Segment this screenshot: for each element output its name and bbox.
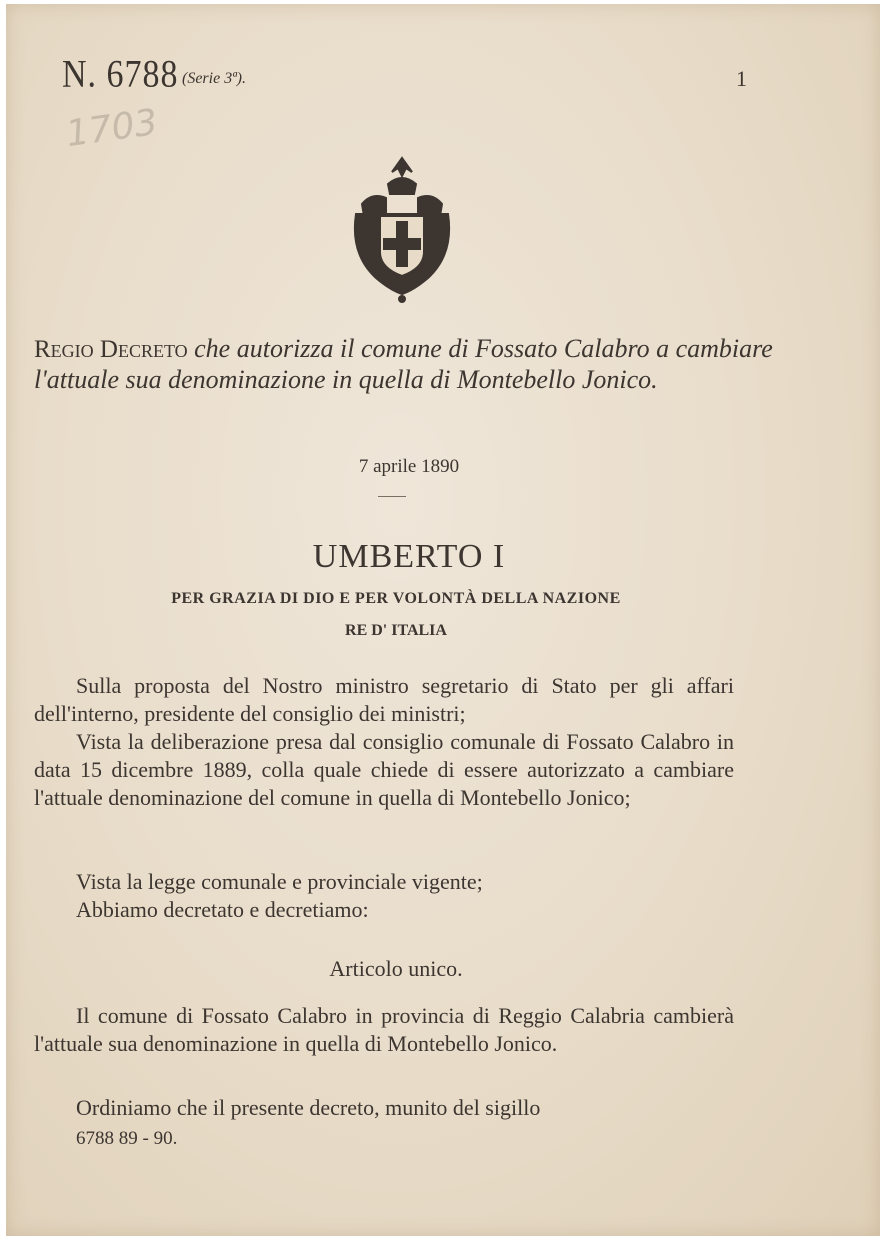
paragraph-deliberation: Vista la deliberazione presa dal consiglio comunale di Fossato Calabro in data 15 dicembre 1889, colla quale chiede di essere autorizzato a cambiare l'attuale denominazione del comune in quella di Montebello Jonico; — [34, 729, 734, 810]
paragraph-order: Ordiniamo che il presente decreto, munito del sigillo — [76, 1095, 541, 1120]
series-label: (Serie 3ª). — [182, 70, 246, 87]
article-heading: Articolo unico. — [329, 956, 463, 981]
decree-title-body: che autorizza il comune di Fossato Calabro a cambiare l'attuale sua denominazione in quella di Montebello Jonico. — [34, 334, 773, 394]
paragraph-law: Vista la legge comunale e provinciale vigente; — [76, 869, 483, 894]
paragraph-proposal: Sulla proposta del Nostro ministro segretario di Stato per gli affari dell'interno, presidente del consiglio dei ministri; — [34, 673, 734, 726]
page-number: 1 — [736, 66, 747, 91]
footer-signature: 6788 89 - 90. — [76, 1128, 178, 1149]
sovereign-name: UMBERTO I — [312, 538, 506, 575]
paragraph-decree-formula: Abbiamo decretato e decretiamo: — [76, 897, 369, 922]
pencil-annotation: 1703 — [63, 101, 161, 156]
decree-date: 7 aprile 1890 — [358, 456, 460, 477]
royal-coat-of-arms-icon — [342, 154, 462, 304]
decree-title-prefix: Regio Decreto — [34, 336, 188, 363]
decree-title — [34, 334, 774, 395]
decree-number: N. 6788 — [62, 53, 179, 96]
divider — [378, 496, 406, 497]
sovereign-grace-line: PER GRAZIA DI DIO E PER VOLONTÀ DELLA NAZIONE — [171, 590, 621, 607]
sovereign-title: RE D' ITALIA — [345, 622, 447, 639]
document-page — [6, 4, 880, 1236]
paragraph-article: Il comune di Fossato Calabro in provincia di Reggio Calabria cambierà l'attuale sua denominazione in quella di Montebello Jonico. — [34, 1003, 734, 1056]
